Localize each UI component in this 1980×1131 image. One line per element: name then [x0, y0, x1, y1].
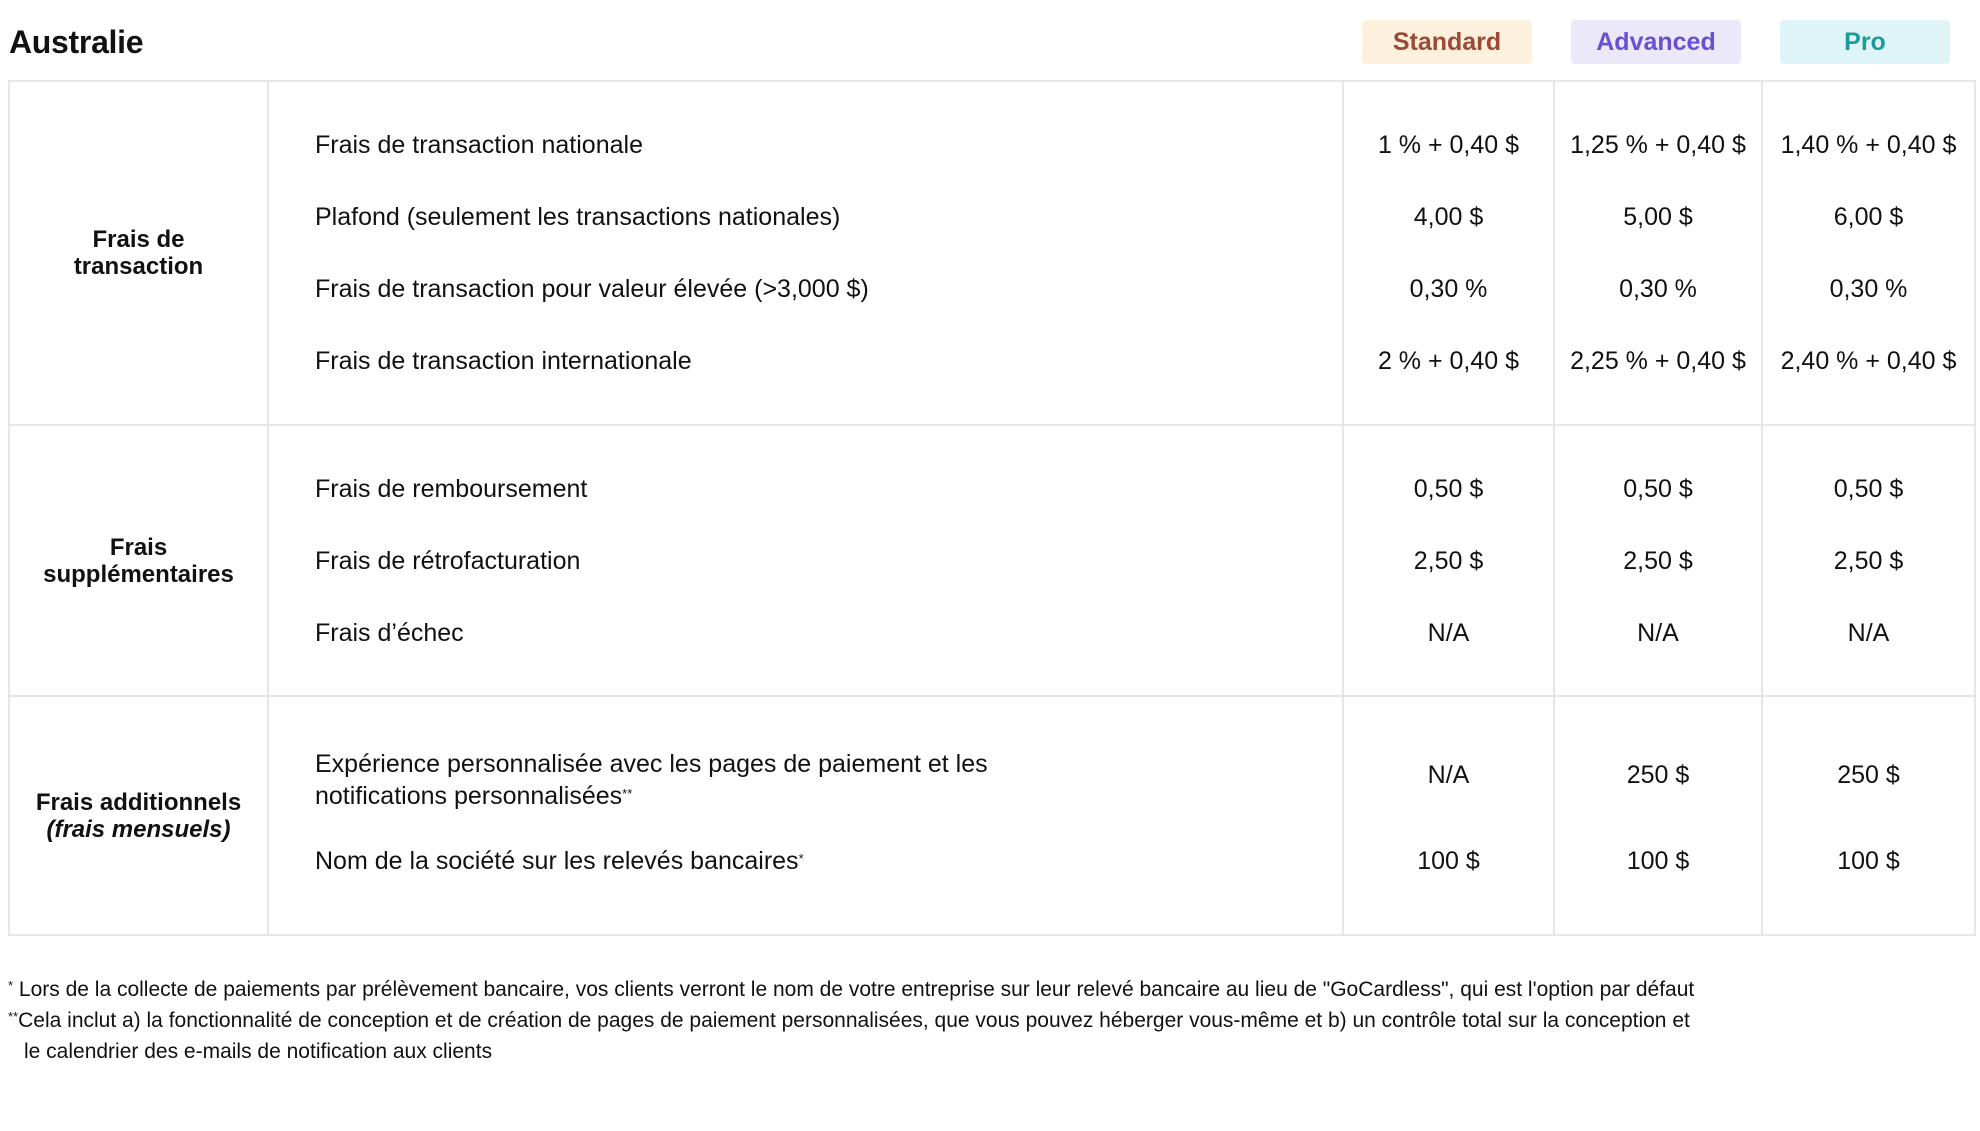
fee-value: 0,30 %: [1409, 275, 1488, 303]
standard-values: [1343, 425, 1554, 696]
plan-badge-advanced: Advanced: [1571, 20, 1741, 64]
fee-value: 0,30 %: [1619, 275, 1697, 303]
fee-value: 2,50 $: [1413, 546, 1484, 575]
category-line: transaction: [73, 253, 204, 280]
fee-value: 1 % + 0,40 $: [1377, 131, 1520, 159]
fee-value: 6,00 $: [1833, 203, 1904, 231]
footnote-marker: *: [798, 850, 804, 866]
fee-value: 100 $: [1417, 846, 1480, 875]
advanced-values: [1554, 425, 1762, 696]
region-title: Australie: [9, 24, 144, 60]
advanced-values: [1554, 696, 1762, 935]
row-label: [315, 748, 1075, 812]
footnote-marker: **: [622, 785, 633, 801]
footnote-text: Lors de la collecte de paiements par prélèvement bancaire, vos clients verront le nom de votre entreprise sur leur relevé bancaire au lieu de "GoCardless", qui est l'option par défaut: [18, 978, 1695, 1001]
category-additional-fees: [9, 425, 268, 696]
category-monthly-fees: [9, 696, 268, 935]
fee-value: 0,50 $: [1833, 474, 1904, 503]
section-monthly-fees: [9, 696, 1975, 935]
footnote-marker: *: [8, 978, 14, 993]
category-line: Frais additionnels: [35, 788, 242, 816]
advanced-values: [1554, 81, 1762, 425]
category-transaction-fees: [9, 81, 268, 425]
category-line: Frais: [109, 533, 168, 561]
row-label: Frais de rétrofacturation: [315, 546, 581, 575]
fee-value: 100 $: [1837, 846, 1900, 875]
row-label-text: Nom de la société sur les relevés bancaires: [315, 846, 799, 875]
standard-values: [1343, 696, 1554, 935]
fee-value: 1,25 % + 0,40 $: [1570, 131, 1746, 159]
fee-value: 5,00 $: [1623, 203, 1693, 231]
fee-value: N/A: [1427, 760, 1470, 789]
row-labels: [268, 425, 1343, 696]
fee-value: 0,50 $: [1413, 474, 1484, 503]
pro-values: [1762, 81, 1975, 425]
category-line: Frais de: [92, 226, 185, 253]
fee-value: 0,30 %: [1829, 275, 1908, 303]
fee-value: 250 $: [1626, 760, 1690, 789]
pro-values: [1762, 696, 1975, 935]
row-label: Frais de transaction nationale: [315, 131, 643, 159]
category-line: (frais mensuels): [46, 815, 231, 843]
footnote: [8, 1005, 1708, 1067]
category-line: supplémentaires: [43, 560, 234, 588]
fee-value: 0,50 $: [1623, 474, 1693, 503]
pricing-table: [8, 80, 1976, 936]
footnote-text: Cela inclut a) la fonctionnalité de conception et de création de pages de paiement personnalisées, que vous pouvez héberger vous-même et b) un contrôle total sur la conception et le calendrier des e-mails de notification aux clients: [18, 1009, 1690, 1063]
section-transaction-fees: [9, 81, 1975, 425]
footnote-marker: **: [8, 1009, 19, 1024]
fee-value: 4,00 $: [1413, 203, 1484, 231]
row-labels: [268, 696, 1343, 935]
footnote: [8, 974, 1708, 1005]
fee-value: 250 $: [1837, 760, 1900, 789]
plan-badge-pro: Pro: [1780, 20, 1950, 64]
row-label: Frais de transaction internationale: [315, 347, 692, 375]
fee-value: 2,50 $: [1833, 546, 1904, 575]
section-additional-fees: [9, 425, 1975, 696]
fee-value: 2,40 % + 0,40 $: [1780, 347, 1957, 375]
row-label: Frais d’échec: [315, 618, 464, 647]
standard-values: [1343, 81, 1554, 425]
fee-value: 1,40 % + 0,40 $: [1780, 131, 1957, 159]
fee-value: 100 $: [1626, 846, 1690, 875]
fee-value: N/A: [1847, 618, 1890, 647]
footnotes: [8, 974, 1708, 1067]
row-label: Frais de remboursement: [315, 474, 588, 503]
fee-value: 2,50 $: [1623, 546, 1693, 575]
pro-values: [1762, 425, 1975, 696]
fee-value: N/A: [1427, 618, 1470, 647]
fee-value: N/A: [1637, 618, 1679, 647]
plan-badge-standard: Standard: [1362, 20, 1532, 64]
fee-value: 2,25 % + 0,40 $: [1570, 347, 1746, 375]
fee-value: 2 % + 0,40 $: [1377, 347, 1520, 375]
row-label: [315, 845, 804, 877]
row-label: Plafond (seulement les transactions nationales): [315, 203, 841, 231]
row-label-text: Expérience personnalisée avec les pages de paiement et les notifications personnalisées: [315, 749, 988, 810]
row-label: Frais de transaction pour valeur élevée (>3,000 $): [315, 275, 869, 303]
row-labels: [268, 81, 1343, 425]
